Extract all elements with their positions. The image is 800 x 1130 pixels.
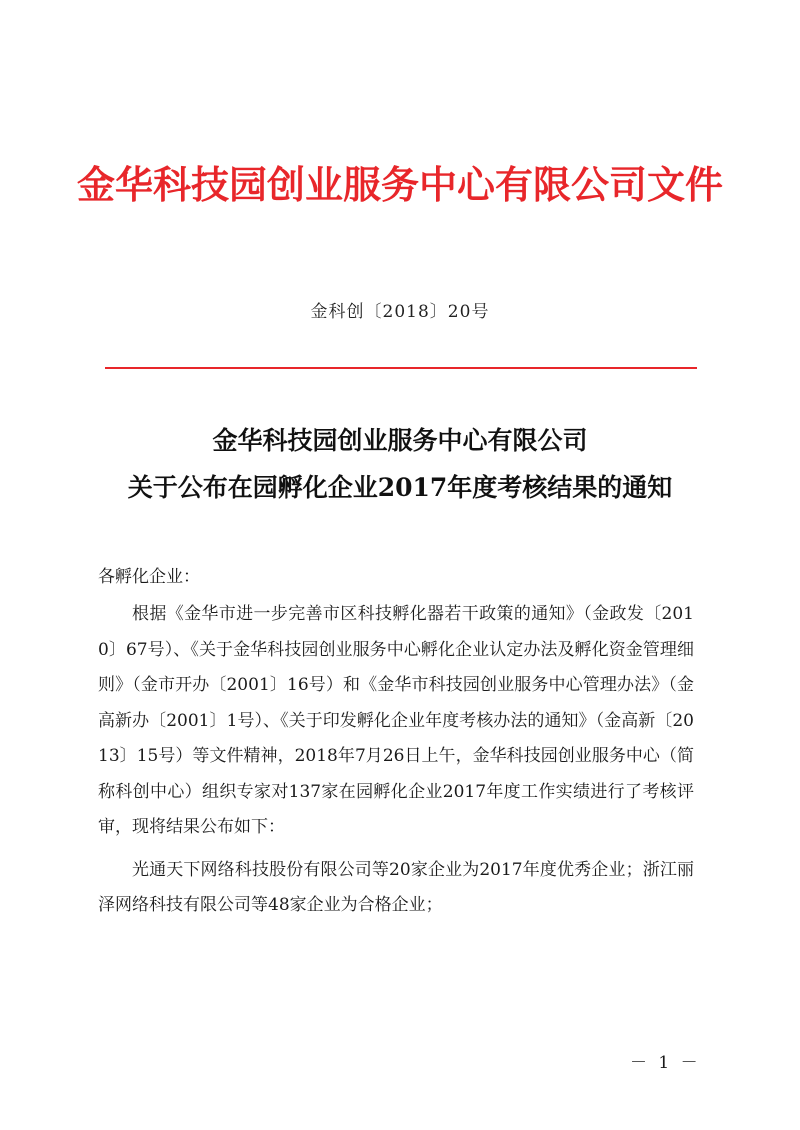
masthead-title: 金华科技园创业服务中心有限公司文件 [76, 163, 723, 207]
body-paragraph: 光通天下网络科技股份有限公司等20家企业为2017年度优秀企业；浙江丽泽网络科技有限公司等48家企业为合格企业； [98, 859, 694, 915]
page-number: － 1 － [630, 1053, 701, 1073]
body-text [98, 597, 694, 924]
notice-title-line-2: 关于公布在园孵化企业2017年度考核结果的通知 [127, 473, 673, 502]
body-paragraph: 根据《金华市进一步完善市区科技孵化器若干政策的通知》（金政发〔2010〕67号）、《关于金华科技园创业服务中心孵化企业认定办法及孵化资金管理细则》（金市开办〔2001〕16号）和《金华市科技园创业服务中心管理办法》（金高新办〔2001〕1号）、《关于印发孵化企业年度考核办法的通知》（金高新〔2013〕15号）等文件精神，2018年7月26日上午，金华科技园创业服务中心（简称科创中心）组织专家对137家在园孵化企业2017年度工作实绩进行了考核评审，现将结果公布如下： [98, 604, 694, 837]
notice-title-line-1: 金华科技园创业服务中心有限公司 [212, 426, 588, 455]
salutation: 各孵化企业： [98, 567, 200, 587]
document-number: 金科创〔2018〕20号 [310, 302, 490, 322]
red-divider-line [105, 367, 697, 369]
